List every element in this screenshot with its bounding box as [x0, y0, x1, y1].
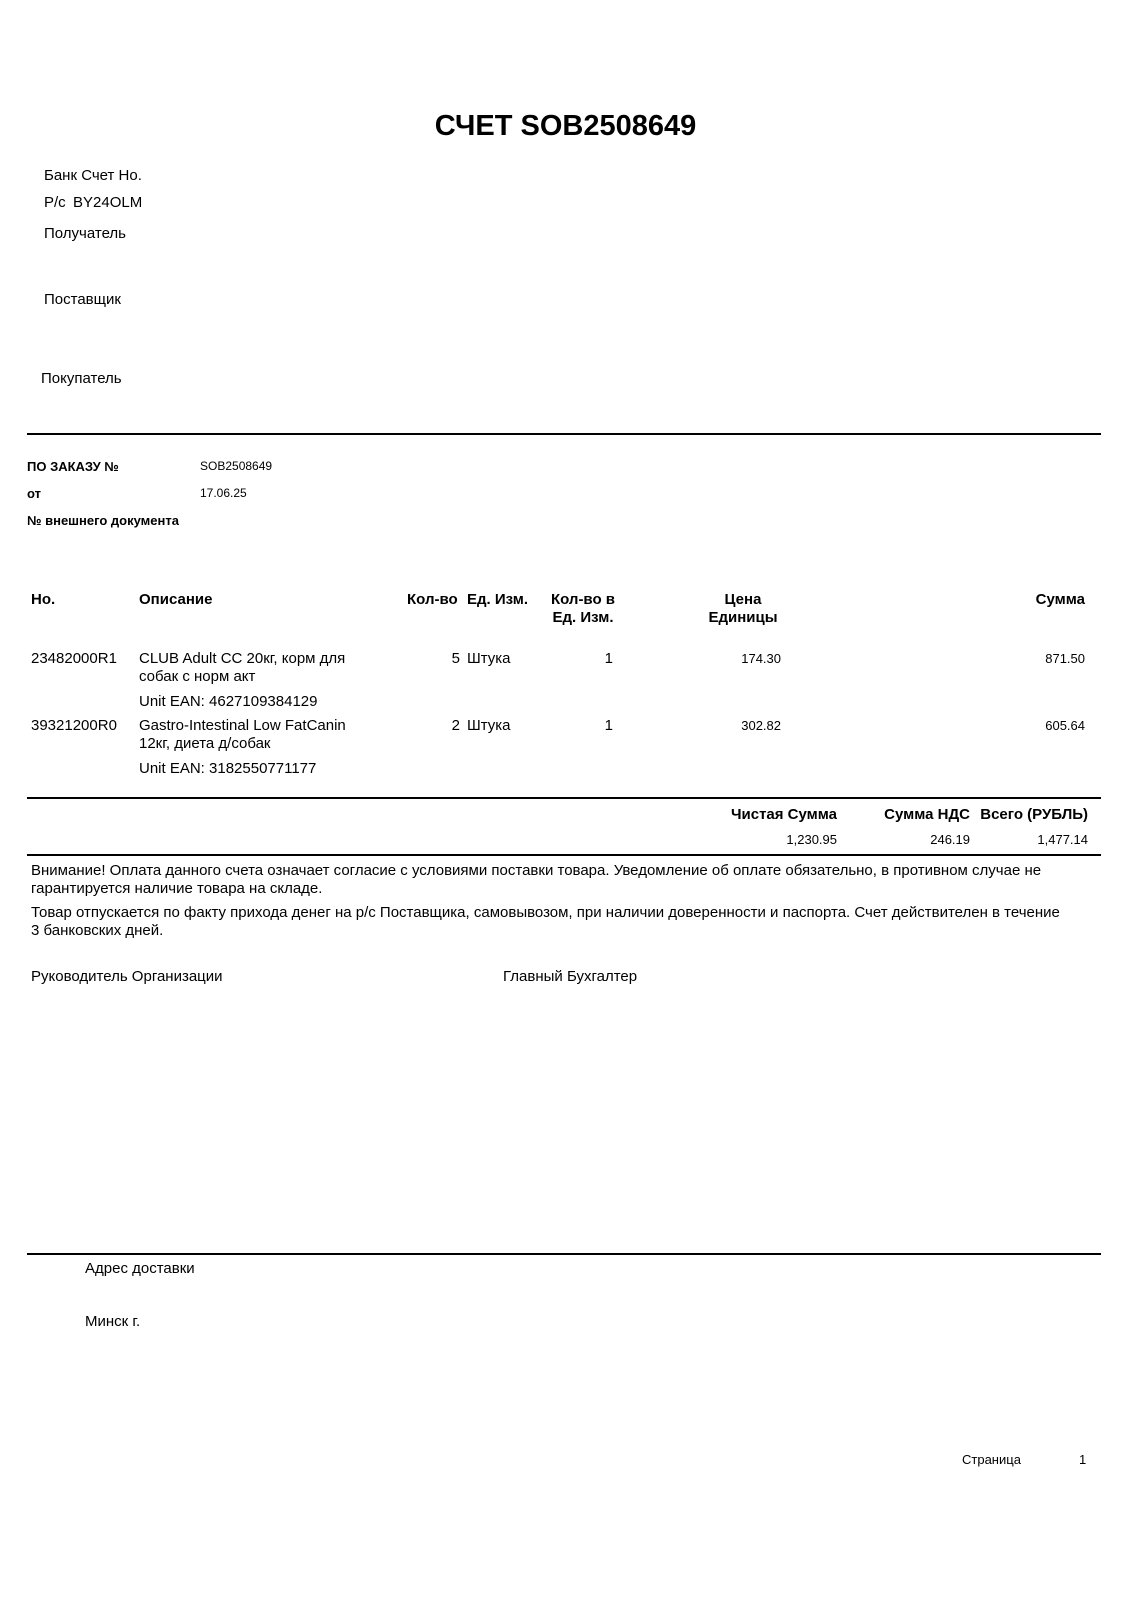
order-date: 17.06.25: [200, 486, 247, 500]
table-bottom-divider: [27, 797, 1101, 799]
item-qty-per-unit: 1: [604, 650, 613, 667]
grand-total-value: 1,477.14: [1037, 832, 1088, 847]
item-qty: 5: [451, 650, 460, 667]
grand-total-label: Всего (РУБЛЬ): [980, 806, 1088, 823]
vat-total-label: Сумма НДС: [884, 806, 970, 823]
bank-account-label: Банк Счет Но.: [44, 167, 142, 184]
recipient-label: Получатель: [44, 225, 126, 242]
item-ean: Unit EAN: 3182550771177: [139, 760, 317, 777]
page-label: Страница: [962, 1452, 1021, 1467]
item-unit-price: 174.30: [741, 651, 781, 666]
delivery-divider: [27, 1253, 1101, 1255]
order-number: SOB2508649: [200, 459, 273, 473]
payment-notice: Внимание! Оплата данного счета означает согласие с условиями поставки товара. Уведомление об оплате обязательно, в противном случае не гарантируется наличие товара на складе.: [31, 862, 1042, 897]
col-header-no: Но.: [31, 591, 56, 608]
account-label: Р/с: [44, 194, 66, 211]
page-number: 1: [1079, 1452, 1087, 1467]
accountant-signature-label: Главный Бухгалтер: [503, 968, 638, 985]
delivery-address-label: Адрес доставки: [85, 1260, 195, 1277]
totals-divider: [27, 854, 1101, 856]
external-doc-label: № внешнего документа: [27, 513, 179, 528]
item-description: CLUB Adult CC 20кг, корм для собак с норм акт: [139, 650, 346, 685]
release-notice: Товар отпускается по факту прихода денег на р/с Поставщика, самовывозом, при наличии доверенности и паспорта. Счет действителен в течение 3 банковских дней.: [31, 904, 1060, 939]
item-unit-price: 302.82: [741, 718, 781, 733]
item-description: Gastro-Intestinal Low FatCanin 12кг, диета д/собак: [139, 717, 346, 752]
col-header-unit: Ед. Изм.: [467, 591, 528, 608]
vat-total-value: 246.19: [930, 832, 970, 847]
item-number: 23482000R1: [31, 650, 117, 667]
item-sum: 871.50: [1045, 651, 1085, 666]
item-ean: Unit EAN: 4627109384129: [139, 693, 318, 710]
col-header-qty: Кол-во: [407, 591, 458, 608]
item-unit: Штука: [467, 717, 511, 734]
item-qty-per-unit: 1: [604, 717, 613, 734]
supplier-label: Поставщик: [44, 291, 121, 308]
item-sum: 605.64: [1045, 718, 1085, 733]
item-qty: 2: [451, 717, 460, 734]
col-header-unit-price: Цена Единицы: [708, 591, 778, 626]
header-divider: [27, 433, 1101, 435]
delivery-city: Минск г.: [85, 1313, 141, 1330]
net-total-value: 1,230.95: [786, 832, 837, 847]
invoice-title: СЧЕТ SOB2508649: [434, 110, 697, 142]
item-unit: Штука: [467, 650, 511, 667]
buyer-label: Покупатель: [41, 370, 122, 387]
item-number: 39321200R0: [31, 717, 117, 734]
date-label: от: [27, 486, 41, 501]
col-header-description: Описание: [139, 591, 213, 608]
net-total-label: Чистая Сумма: [730, 806, 837, 823]
order-label: ПО ЗАКАЗУ №: [27, 459, 119, 474]
col-header-qty-per-unit: Кол-во в Ед. Изм.: [550, 591, 616, 626]
account-value: BY24OLM: [73, 194, 143, 211]
col-header-sum: Сумма: [1035, 591, 1085, 608]
director-signature-label: Руководитель Организации: [31, 968, 223, 985]
